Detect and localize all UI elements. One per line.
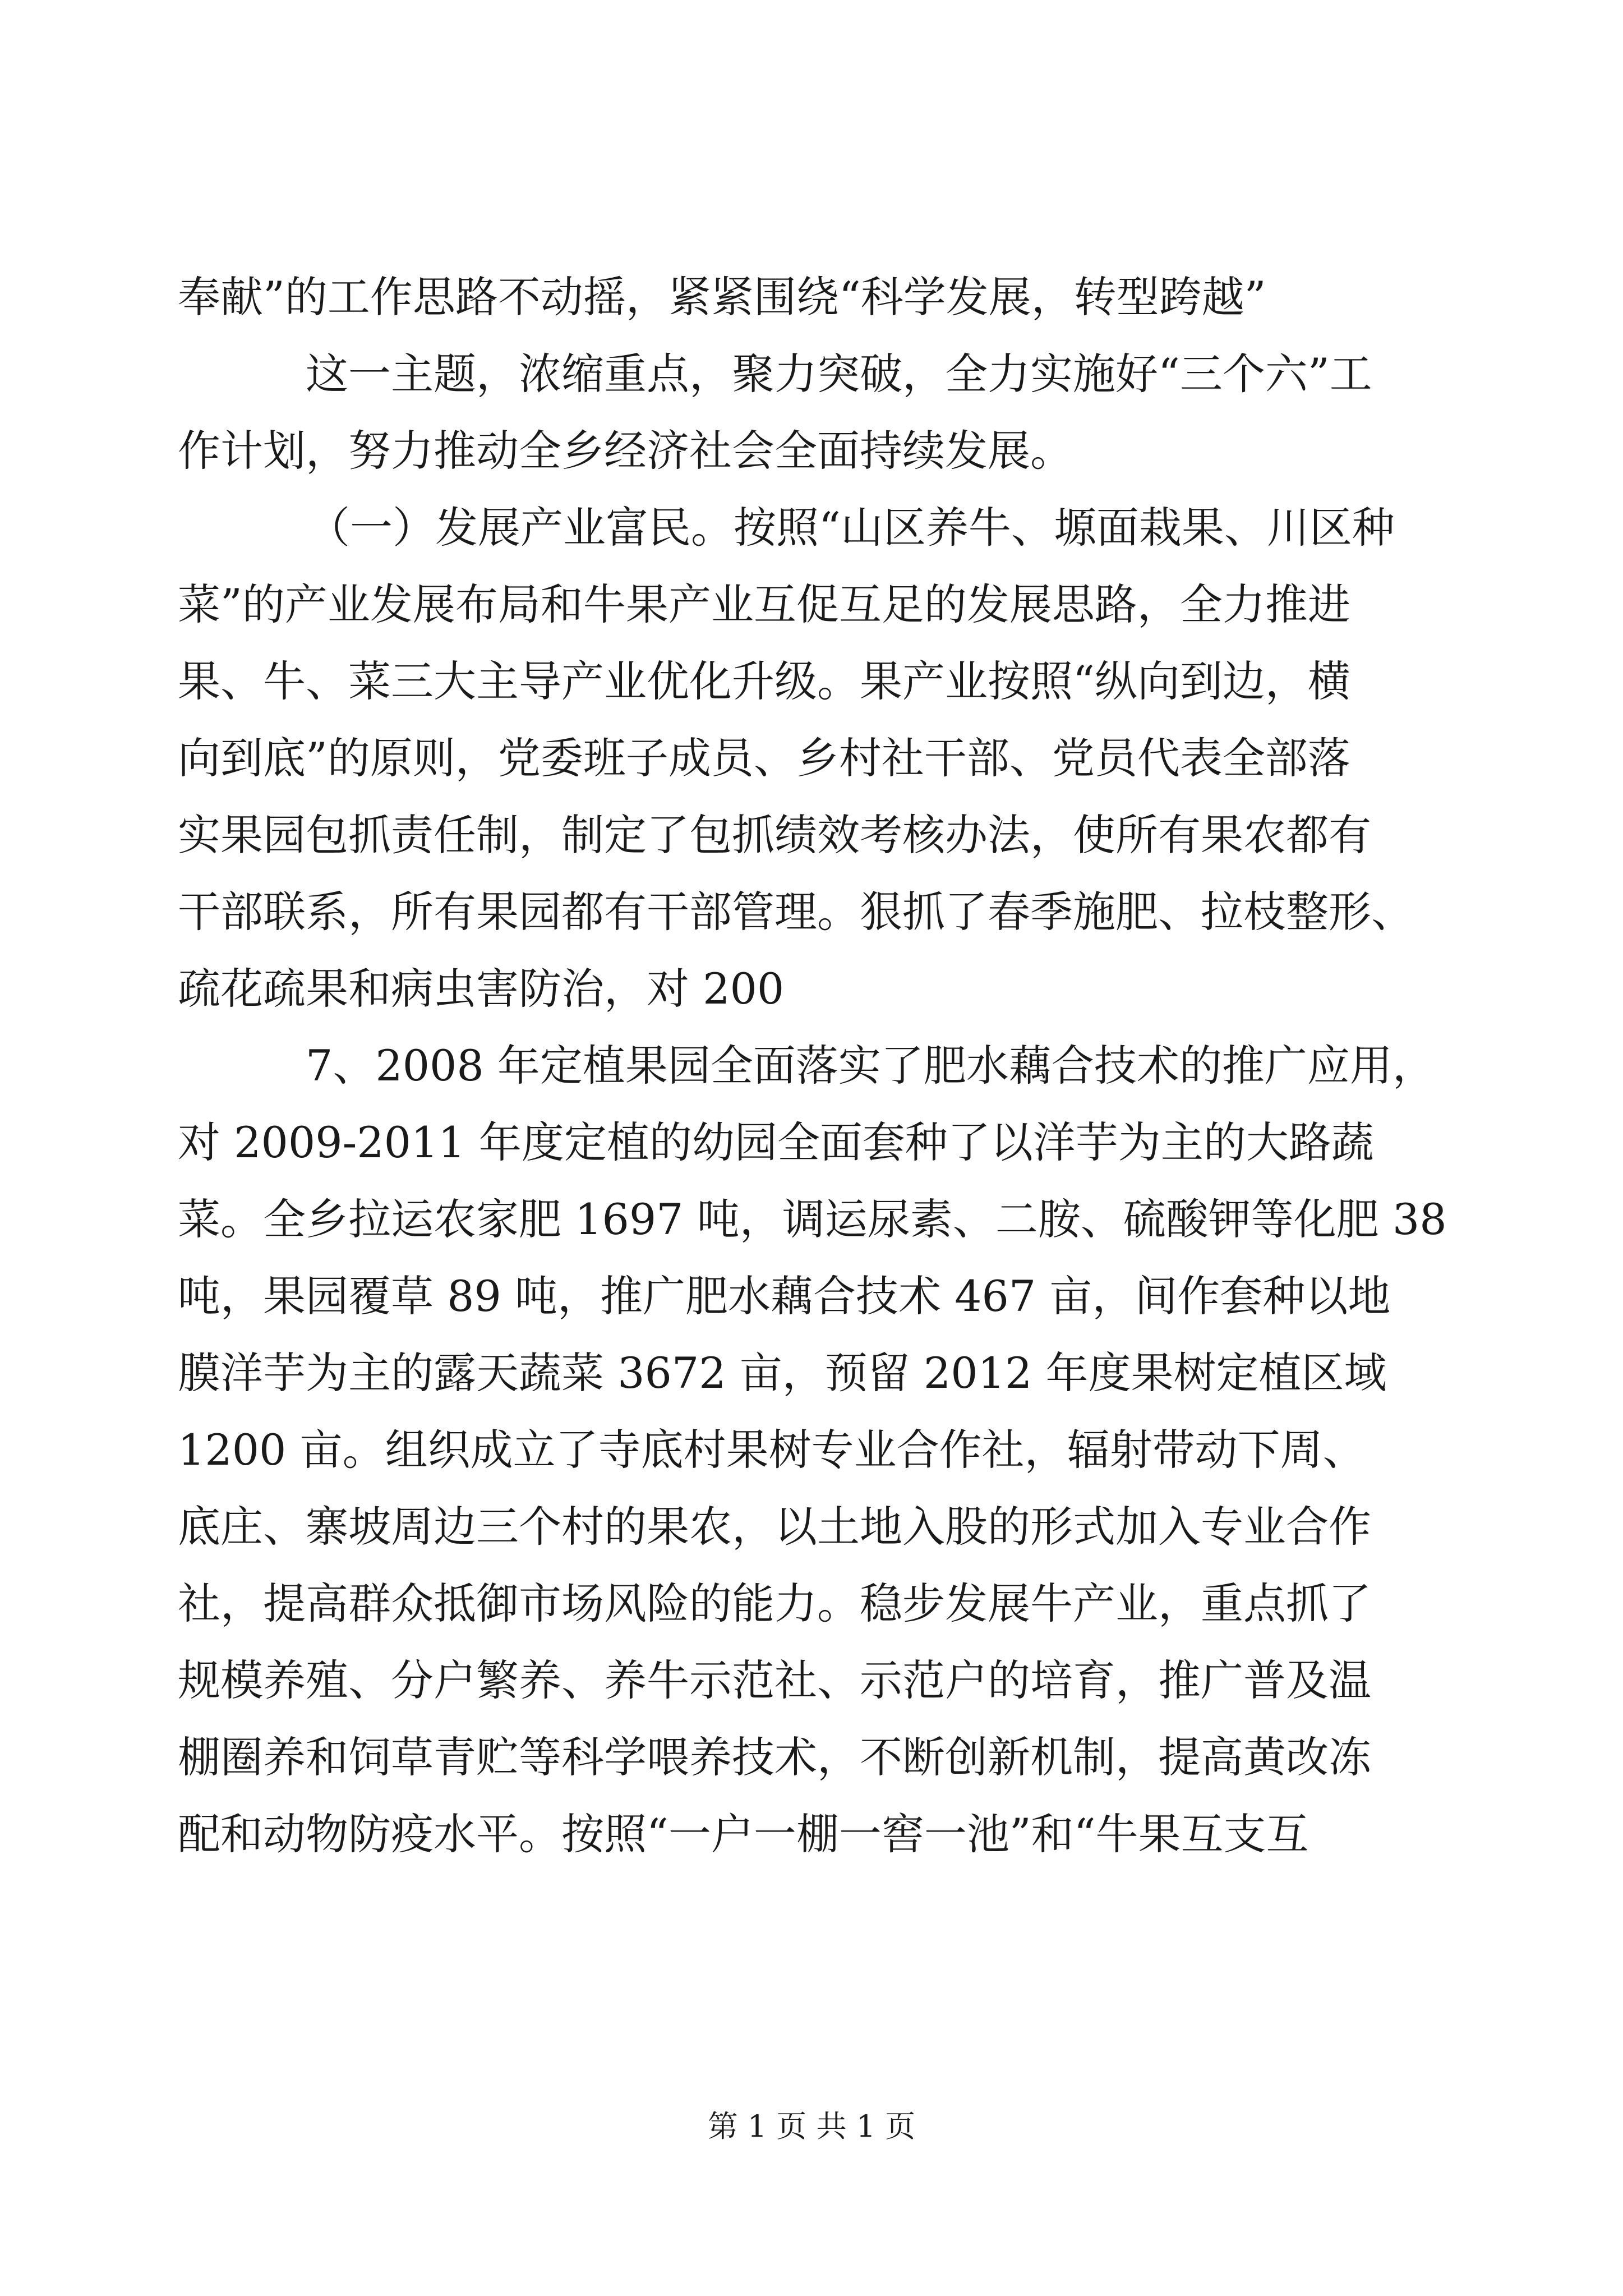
text-line-8: 实果园包抓责任制，制定了包抓绩效考核办法，使所有果农都有: [178, 810, 1371, 860]
text-line-16: 1200 亩。组织成立了寺底村果树专业合作社，辐射带动下周、: [178, 1425, 1366, 1475]
text-line-14: 吨，果园覆草 89 吨，推广肥水藕合技术 467 亩，间作套种以地: [178, 1271, 1391, 1321]
text-line-3: 作计划，努力推动全乡经济社会全面持续发展。: [178, 426, 1073, 476]
text-line-20: 棚圈养和饲草青贮等科学喂养技术，不断创新机制，提高黄改冻: [178, 1732, 1371, 1782]
text-line-19: 规模养殖、分户繁养、养牛示范社、示范户的培育，推广普及温: [178, 1655, 1371, 1705]
text-line-10: 疏花疏果和病虫害防治，对 200: [178, 964, 785, 1014]
text-line-12: 对 2009-2011 年度定植的幼园全面套种了以洋芋为主的大路蔬: [178, 1117, 1374, 1167]
text-line-18: 社，提高群众抵御市场风险的能力。稳步发展牛产业，重点抓了: [178, 1579, 1371, 1628]
text-line-6: 果、牛、菜三大主导产业优化升级。果产业按照“纵向到边，横: [178, 656, 1350, 706]
text-line-9: 干部联系，所有果园都有干部管理。狠抓了春季施肥、拉枝整形、: [178, 887, 1414, 937]
text-line-2: 这一主题，浓缩重点，聚力突破，全力实施好“三个六”工: [306, 349, 1372, 399]
text-line-13: 菜。全乡拉运农家肥 1697 吨，调运尿素、二胺、硫酸钾等化肥 38: [178, 1194, 1447, 1244]
text-line-1: 奉献”的工作思路不动摇，紧紧围绕“科学发展，转型跨越”: [178, 272, 1266, 322]
page-number-footer: 第 1 页 共 1 页: [707, 2109, 916, 2144]
text-line-11: 7、2008 年定植果园全面落实了肥水藕合技术的推广应用，: [306, 1041, 1435, 1091]
text-line-15: 膜洋芋为主的露天蔬菜 3672 亩，预留 2012 年度果树定植区域: [178, 1348, 1387, 1398]
text-line-21: 配和动物防疫水平。按照“一户一棚一窖一池”和“牛果互支互: [178, 1809, 1309, 1859]
text-line-7: 向到底”的原则，党委班子成员、乡村社干部、党员代表全部落: [178, 733, 1350, 783]
text-line-4: （一）发展产业富民。按照“山区养牛、塬面栽果、川区种: [307, 503, 1395, 553]
text-line-5: 菜”的产业发展布局和牛果产业互促互足的发展思路，全力推进: [178, 579, 1350, 629]
text-line-17: 底庄、寨坡周边三个村的果农，以土地入股的形式加入专业合作: [178, 1502, 1371, 1552]
